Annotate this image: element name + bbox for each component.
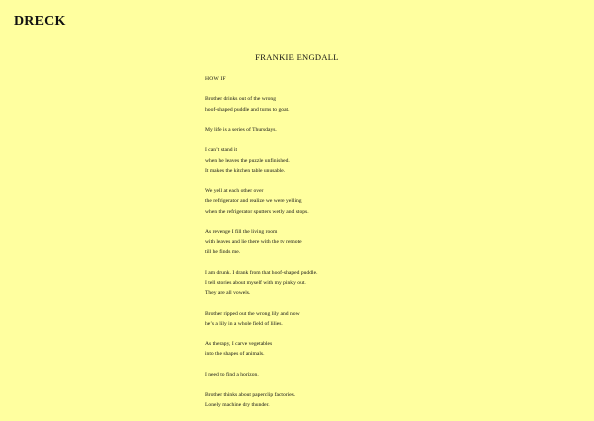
site-title[interactable]: DRECK [14,14,66,29]
poem-line: I need to find a horizon. [205,371,259,378]
stanza [205,370,505,380]
poem-line: into the shapes of animals. [205,351,265,358]
stanza [205,268,505,299]
poem-line: I tell stories about myself with my pinky out. [205,279,306,286]
poem-line: when the refrigerator sputters wetly and stops. [205,208,309,215]
stanza [205,145,505,176]
stanza [205,227,505,258]
poem-line: the refrigerator and realize we were yelling [205,198,302,205]
poem-line: Brother drinks out of the wrong [205,96,276,103]
stanza [205,339,505,359]
poem-line: We yell at each other over [205,188,264,195]
poem-line: As revenge I fill the living room [205,228,278,235]
poem-line: hoof-shaped puddle and turns to goat. [205,106,290,113]
stanza [205,125,505,135]
stanza [205,94,505,114]
poem-line: Brother thinks about paperclip factories. [205,392,296,399]
poem-title: HOW IF [205,76,226,82]
poem-line: when he leaves the puzzle unfinished. [205,157,290,164]
stanza [205,186,505,217]
poem-line: he’s a lily in a whole field of lilies. [205,320,283,327]
poem-author: FRANKIE ENGDALL [255,52,339,62]
poem-line: with leaves and lie there with the tv remote [205,239,302,246]
poem-line: Lonely machine dry thunder. [205,402,270,409]
poem-line: I am drunk. I drank from that hoof-shaped puddle. [205,269,318,276]
poem-body [205,74,505,421]
poem-line: As therapy, I carve vegetables [205,341,273,348]
poem-line: It makes the kitchen table unusable. [205,167,286,174]
poem-line: My life is a series of Thursdays. [205,126,277,133]
poem-line: They are all vowels. [205,290,251,297]
stanza [205,390,505,410]
poem-line: I can’t stand it [205,147,238,154]
poem-line: Brother ripped out the wrong lily and now [205,310,300,317]
stanza [205,309,505,329]
poem-line: till he finds me. [205,249,241,256]
